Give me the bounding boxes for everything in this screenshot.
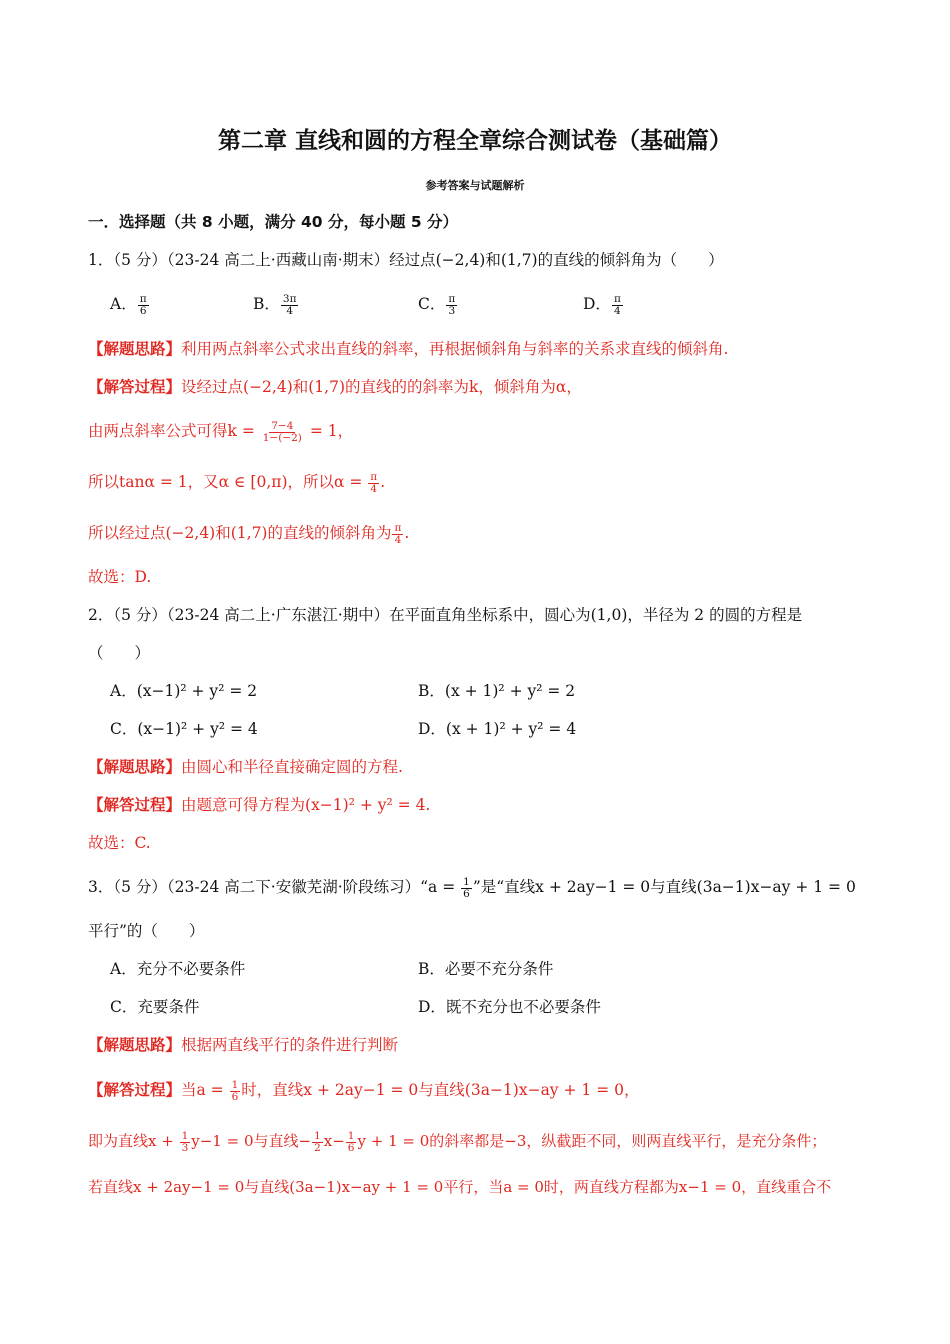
q2-option-c: C．(x−1)² + y² = 4 [110, 720, 258, 738]
q1-stem: 1．（5 分）（23-24 高二上·西藏山南·期末）经过点(−2,4)和(1,7)的直线的倾斜角为（ ） [88, 251, 724, 269]
q1-option-a: A． $\frac{\pi}{6}$ [110, 292, 147, 317]
q2-option-b: B．(x + 1)² + y² = 2 [418, 682, 576, 700]
q2-answer: 故选：C. [88, 834, 151, 852]
q1-answer: 故选：D. [88, 568, 152, 586]
page-title: 第二章 直线和圆的方程全章综合测试卷（基础篇） [217, 128, 732, 154]
q3-option-b: B．必要不充分条件 [418, 960, 554, 978]
q3-solution-line2: 即为直线x + $\frac{1}{3}$ y−1 = 0与直线− $\frac{1}{2}$ x− $\frac{1}{6}$ y + 1 = 0的斜率都是−3，纵截距不同，则两直线平行，是充分条件； [88, 1129, 827, 1154]
q3-option-a: A．充分不必要条件 [110, 960, 246, 978]
q2-option-a: A．(x−1)² + y² = 2 [110, 682, 258, 700]
q1-solution-process: 【解答过程】设经过点(−2,4)和(1,7)的直线的的斜率为k，倾斜角为α， [88, 378, 582, 396]
q3-stem-line2: 平行”的（ ） [88, 922, 205, 940]
q2-solution-process: 【解答过程】由题意可得方程为(x−1)² + y² = 4. [88, 796, 431, 814]
q2-stem-bracket: （ ） [88, 644, 151, 662]
q1-solution-idea: 【解题思路】利用两点斜率公式求出直线的斜率，再根据倾斜角与斜率的关系求直线的倾斜角. [88, 340, 729, 358]
q3-solution-process: 【解答过程】当a = $\frac{1}{6}$ 时，直线x + 2ay−1 = 0与直线(3a−1)x−ay + 1 = 0， [88, 1078, 640, 1103]
section-heading: 一．选择题（共 8 小题，满分 40 分，每小题 5 分） [88, 213, 459, 231]
q1-step-conclusion: 所以经过点(−2,4)和(1,7)的直线的倾斜角为 $\frac{\pi}{4}$ . [88, 521, 410, 546]
q1-step-slope: 由两点斜率公式可得k = $\frac{7-4}{1-(-2)}$ = 1， [88, 419, 354, 444]
q1-step-angle: 所以tanα = 1，又α ∈ [0,π)，所以α = $\frac{\pi}{4}$ . [88, 470, 386, 495]
q3-solution-line3: 若直线x + 2ay−1 = 0与直线(3a−1)x−ay + 1 = 0平行，当a = 0时，两直线方程都为x−1 = 0，直线重合不 [88, 1178, 832, 1196]
q3-solution-idea: 【解题思路】根据两直线平行的条件进行判断 [88, 1036, 399, 1054]
q3-option-d: D．既不充分也不必要条件 [418, 998, 601, 1016]
q1-option-b: B． $\frac{3\pi}{4}$ [253, 292, 297, 317]
q2-stem: 2．（5 分）（23-24 高二上·广东湛江·期中）在平面直角坐标系中，圆心为(1,0)，半径为 2 的圆的方程是 [88, 606, 803, 624]
page-subtitle: 参考答案与试题解析 [425, 179, 525, 192]
q2-option-d: D．(x + 1)² + y² = 4 [418, 720, 577, 738]
q2-solution-idea: 【解题思路】由圆心和半径直接确定圆的方程. [88, 758, 403, 776]
q1-option-d: D． $\frac{\pi}{4}$ [583, 292, 621, 317]
q3-stem: 3．（5 分）（23-24 高二下·安徽芜湖·阶段练习）“a = $\frac{1}{6}$ ”是“直线x + 2ay−1 = 0与直线(3a−1)x−ay + 1 = 0 [88, 875, 856, 900]
q3-option-c: C．充要条件 [110, 998, 200, 1016]
q1-option-c: C． $\frac{\pi}{3}$ [418, 292, 456, 317]
